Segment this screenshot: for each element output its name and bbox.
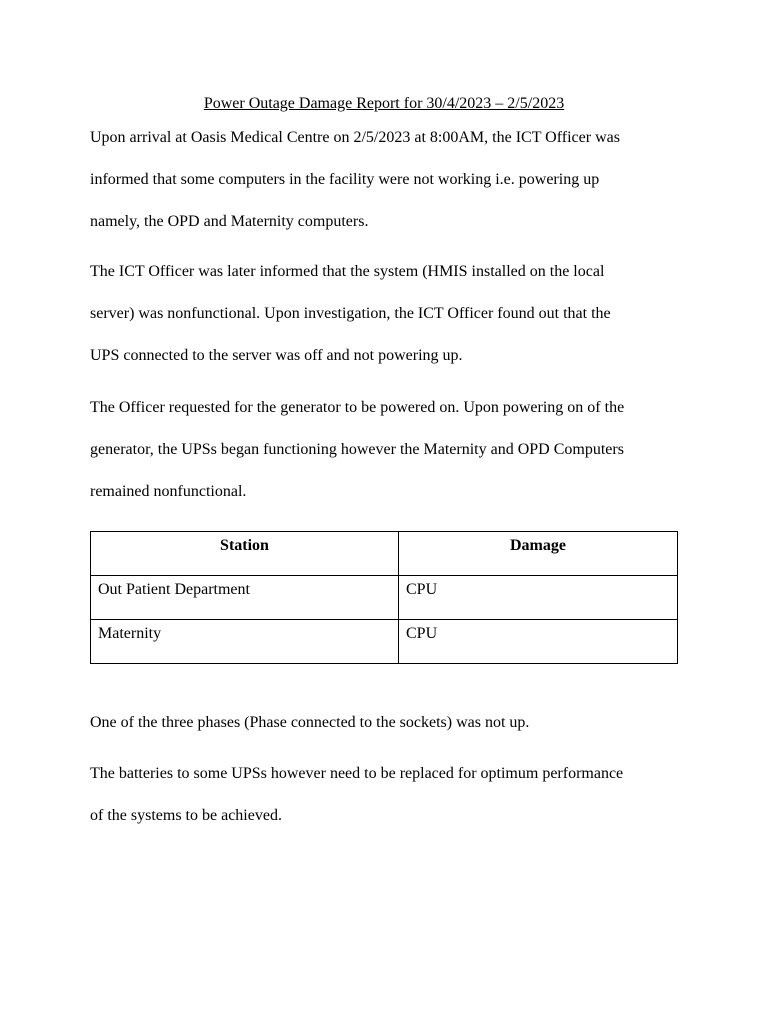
paragraph-system-status: The ICT Officer was later informed that the system (HMIS installed on the local server) was nonfunctional. Upon investigation, the ICT Officer found out that the UPS connected to the server was off and not powering up. [90,263,611,364]
header-station: Station [91,532,399,576]
table-row [91,620,678,664]
paragraph-generator: The Officer requested for the generator to be powered on. Upon powering on of the generator, the UPSs began functioning however the Maternity and OPD Computers remained nonfunctional. [90,399,625,500]
damage-table [90,531,678,664]
damage-cell: CPU [399,576,678,620]
table-header-row [91,532,678,576]
station-cell: Maternity [91,620,399,664]
paragraph-phases: One of the three phases (Phase connected to the sockets) was not up. [90,714,530,731]
report-title: Power Outage Damage Report for 30/4/2023 – 2/5/2023 [203,95,565,112]
damage-cell: CPU [399,620,678,664]
paragraph-batteries: The batteries to some UPSs however need to be replaced for optimum performance of the systems to be achieved. [90,765,624,824]
paragraph-arrival: Upon arrival at Oasis Medical Centre on 2/5/2023 at 8:00AM, the ICT Officer was informed that some computers in the facility were not working i.e. powering up namely, the OPD and Maternity computers. [90,129,620,230]
table-row [91,576,678,620]
header-damage: Damage [399,532,678,576]
station-cell: Out Patient Department [91,576,399,620]
